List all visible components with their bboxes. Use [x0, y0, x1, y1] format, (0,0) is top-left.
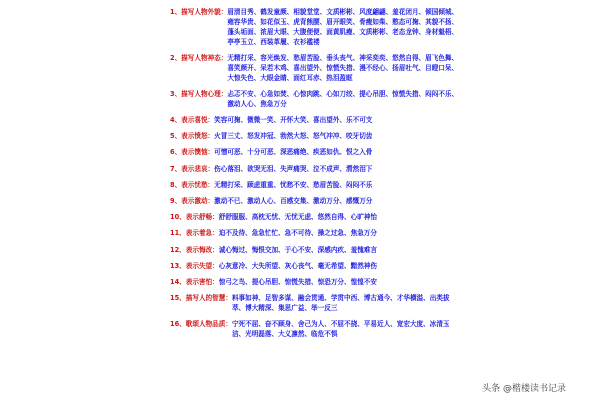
- watermark: 头条 @楷楼读书记录: [482, 384, 566, 394]
- entry-text: 伤心落泪、欲哭无泪、失声痛哭、泣不成声、潸然泪下: [214, 164, 373, 173]
- entry-text: 料事如神、足智多谋、融会贯通、学贯中西、博古通今、才华横溢、出类拔萃、博大精深、集思广益、举一反三: [231, 294, 450, 313]
- entry-label: 1、描写人物外貌：: [170, 8, 228, 16]
- entry-text: 无精打采、容光焕发、愁眉苦脸、垂头丧气、神采奕奕、悠然自得、眉飞色舞、喜笑颜开、呆若木鸡、喜出望外、惊慌失措、漫不经心、扬眉吐气、目瞪口呆、大惊失色、大眼金睛、面红耳赤、热泪盈眶: [227, 53, 459, 82]
- list-item: [170, 8, 460, 48]
- entry-label: 10、表示舒畅：: [170, 213, 219, 222]
- list-item: [170, 90, 460, 110]
- list-item: [170, 116, 460, 126]
- list-item: [170, 148, 460, 158]
- entry-text: 激动不已、激动人心、百感交集、激动万分、感慨万分: [214, 197, 373, 206]
- list-item: [170, 54, 460, 84]
- list-item: [170, 294, 460, 314]
- list-item: [170, 246, 460, 256]
- entry-text: 火冒三丈、怒发冲冠、勃然大怒、怒气冲冲、咬牙切齿: [214, 132, 373, 141]
- entry-label: 2、描写人物神态：: [170, 53, 228, 62]
- entry-label: 9、表示激动：: [170, 197, 215, 206]
- entry-text: 忐忑不安、心急如焚、心惊肉跳、心如刀绞、提心吊胆、惊慌失措、闷闷不乐、激动人心、焦急万分: [227, 89, 459, 108]
- entry-label: 14、表示害怕：: [170, 278, 219, 287]
- entry-label: 16、歌颂人物品质：: [170, 320, 232, 329]
- entry-label: 11、表示着急：: [170, 229, 219, 238]
- entry-text: 无精打采、顾虑重重、忧愁不安、愁眉苦脸、闷闷不乐: [214, 180, 373, 189]
- entry-label: 5、表示愤怒：: [170, 132, 215, 141]
- list-item: [170, 132, 460, 142]
- list-item: [170, 278, 460, 288]
- entry-label: 3、描写人物心理：: [170, 89, 228, 98]
- list-item: [170, 320, 460, 340]
- entry-text: 诚心悔过、悔恨交加、于心不安、深感内疚、羞愧难言: [218, 245, 377, 254]
- entry-label: 12、表示悔改：: [170, 245, 219, 254]
- entry-text: 惊弓之鸟、提心吊胆、惊慌失措、惊恐万分、惶惶不安: [218, 278, 377, 287]
- document-body: [170, 8, 460, 347]
- entry-label: 15、描写人的智慧：: [170, 294, 232, 303]
- list-item: [170, 213, 460, 223]
- entry-label: 13、表示失望：: [170, 261, 219, 270]
- entry-text: 可憎可恶、十分可恶、深恶痛绝、疾恶如仇、恨之入骨: [214, 148, 373, 157]
- entry-label: 7、表示悲哀：: [170, 164, 215, 173]
- list-item: [170, 262, 460, 272]
- list-item: [170, 181, 460, 191]
- entry-label: 8、表示忧愁：: [170, 180, 215, 189]
- entry-text: 眉清目秀、鹤发童颜、相貌堂堂、文质彬彬、风度翩翩、羞花闭月、倾国倾城、雍容华贵、如花似玉、虎背熊腰、眉开眼笑、骨瘦如柴、憨态可掬、其貌不扬、蓬头垢面、浓眉大眼、大腹便便、面黄肌瘦、文质彬彬、老态龙钟、身材魁梧、亭亭玉立、西装革履、衣衫褴褛: [227, 8, 459, 46]
- entry-text: 宁死不屈、奋不顾身、舍己为人、不屈不挠、平易近人、宽宏大度、冰清玉洁、光明磊落、大义凛然、临危不惧: [231, 320, 450, 339]
- entry-text: 笑容可掬、微微一笑、开怀大笑、喜出望外、乐不可支: [214, 116, 373, 125]
- list-item: [170, 165, 460, 175]
- entry-text: 心灰意冷、大失所望、灰心丧气、毫无希望、黯然神伤: [218, 261, 377, 270]
- entry-text: 迫不及待、急急忙忙、急不可待、操之过急、焦急万分: [218, 229, 377, 238]
- entry-text: 舒舒服服、高枕无忧、无忧无虑、悠然自得、心旷神怡: [218, 213, 377, 222]
- entry-label: 4、表示喜悦：: [170, 116, 215, 125]
- list-item: [170, 197, 460, 207]
- entry-label: 6、表示懊恼：: [170, 148, 215, 157]
- list-item: [170, 229, 460, 239]
